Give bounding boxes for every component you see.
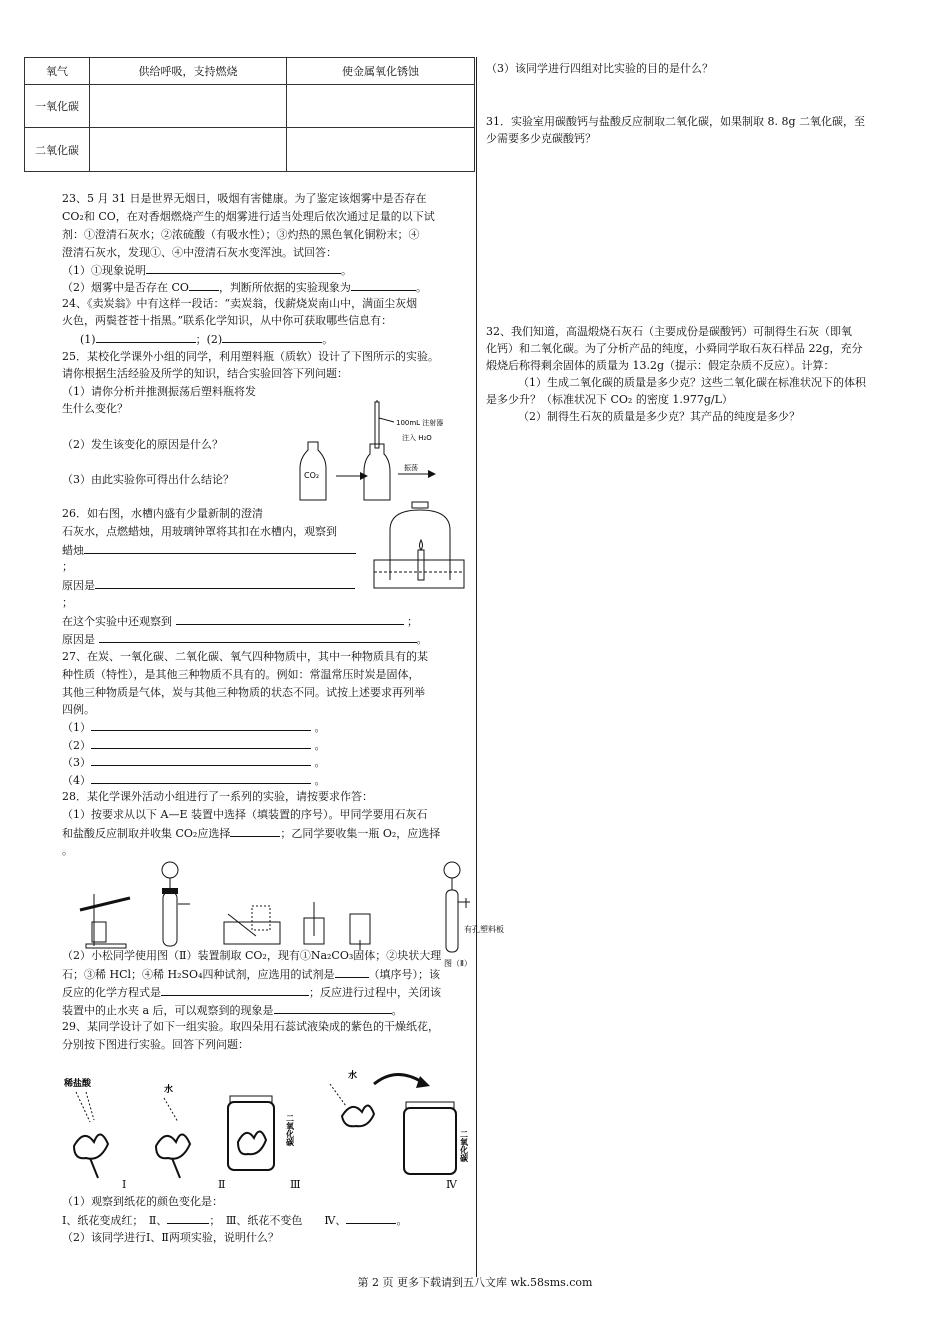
table-row: [25, 128, 475, 172]
table-cell: 二氧化碳: [25, 128, 90, 172]
q25-line: （3）由此实验你可得出什么结论？: [62, 473, 234, 486]
q27-line: 种性质（特性），是其他三种物质不具有的。例如：常温常压时炭是固体，: [62, 668, 420, 681]
q28-text: 和盐酸反应制取并收集 CO₂应选择: [62, 827, 231, 840]
table-cell: 使金属氧化锈蚀: [287, 58, 475, 85]
answer-blank[interactable]: [146, 261, 341, 274]
q32-line: （2）制得生石灰的质量是多少克？其产品的纯度是多少？: [518, 410, 800, 423]
q23-text: （2）烟雾中是否存在 CO: [62, 281, 189, 294]
q28-text: （填序号）；该: [368, 968, 440, 981]
q23-text: 。: [415, 281, 427, 294]
q31-line: 31．实验室用碳酸钙与盐酸反应制取二氧化碳，如果制取 8. 8g 二氧化碳，至: [486, 115, 866, 128]
q29-line: （2）该同学进行Ⅰ、Ⅱ两项实验，说明什么？: [62, 1231, 279, 1244]
q24-line: 火色，两鬓苍苍十指黑。”联系化学知识，从中你可获取哪些信息有：: [62, 314, 393, 327]
bell-jar-figure: [368, 500, 468, 592]
q26-line: [62, 576, 355, 594]
q23-line: [62, 278, 427, 296]
q26-text: 在这个实验中还观察到: [62, 615, 172, 628]
arrow-label: 振荡: [404, 464, 418, 472]
q24-line: 24、《卖炭翁》中有这样一段话：“卖炭翁，伐薪烧炭南山中，满面尘灰烟: [62, 297, 418, 310]
figure-label: 二氧化碳: [459, 1130, 469, 1162]
figure-label-II: Ⅱ: [218, 1178, 226, 1191]
q27-text: 。: [314, 739, 326, 752]
q28-text: 反应的化学方程式是: [62, 986, 161, 999]
q27-item: [62, 736, 326, 754]
q23-text: （1）①现象说明: [62, 264, 146, 277]
q28-line: [62, 965, 440, 983]
q32-line: 32、我们知道，高温煅烧石灰石（主要成份是碳酸钙）可制得生石灰（即氧: [486, 325, 852, 338]
q32-line: 煅烧后称得剩余固体的质量为 13.2g（提示：假定杂质不反应）。计算：: [486, 359, 835, 372]
answer-blank[interactable]: [167, 1211, 209, 1224]
q26-text: 。: [416, 633, 428, 646]
figure-label: 有孔塑料板: [464, 925, 504, 934]
answer-blank[interactable]: [274, 1001, 392, 1014]
q28-text: 装置中的止水夹 a 后，可以观察到的现象是: [62, 1004, 274, 1017]
answer-blank[interactable]: [96, 330, 196, 343]
q29-text: Ⅰ、纸花变成红； Ⅱ、: [62, 1214, 168, 1227]
q24-text: 。: [322, 333, 334, 346]
answer-blank[interactable]: [346, 1211, 396, 1224]
answer-blank[interactable]: [351, 278, 416, 291]
q29-text: 。: [396, 1214, 408, 1227]
q29-text: ； Ⅲ、纸花不变色 Ⅳ、: [209, 1214, 347, 1227]
answer-blank[interactable]: [84, 541, 356, 554]
q25-line: 生什么变化？: [62, 402, 128, 415]
table-cell: [287, 85, 475, 128]
q26-line: [62, 541, 356, 559]
figure-label-I: Ⅰ: [122, 1178, 127, 1191]
q28-line: 。: [62, 844, 73, 857]
paper-flower-figure: [60, 1066, 480, 1190]
q27-text: 。: [314, 774, 326, 787]
syringe-label: 注入 H₂O: [402, 434, 432, 442]
q25-line: 请你根据生活经验及所学的知识，结合实验回答下列问题：: [62, 367, 348, 380]
q28-text: ；反应进行过程中，关闭该: [309, 986, 441, 999]
q28-line: （1）按要求从以下 A—E 装置中选择（填装置的序号）。甲同学要用石灰石: [62, 808, 428, 821]
table-cell: [90, 85, 287, 128]
q27-text: （4）: [62, 774, 91, 787]
figure-label: 二氧化碳: [285, 1114, 295, 1146]
q26-line: [62, 630, 428, 648]
q27-text: （2）: [62, 739, 91, 752]
q24-line: [80, 330, 333, 348]
q26-text: 原因是: [62, 579, 95, 592]
q29-3-line: （3）该同学进行四组对比实验的目的是什么？: [486, 62, 713, 75]
table-cell: [287, 128, 475, 172]
table-cell: 一氧化碳: [25, 85, 90, 128]
answer-blank[interactable]: [176, 612, 404, 625]
q27-line: 四例。: [62, 703, 95, 716]
q25-line: （2）发生该变化的原因是什么？: [62, 438, 223, 451]
page-footer: 第 2 页 更多下载请到五八文库 wk.58sms.com: [357, 1276, 593, 1289]
table-row: [25, 85, 475, 128]
q23-text: 。: [341, 264, 352, 277]
answer-blank[interactable]: [91, 753, 311, 766]
figure-label: 图（Ⅱ）: [444, 959, 472, 968]
q25-line: （1）请你分析并推测振荡后塑料瓶将发: [62, 385, 256, 398]
q27-text: 。: [314, 721, 326, 734]
q25-line: 25．某校化学课外小组的同学，利用塑料瓶（质软）设计了下图所示的实验。: [62, 350, 439, 363]
q27-item: [62, 771, 326, 789]
answer-blank[interactable]: [335, 965, 369, 978]
q23-line: 澄清石灰水，发现①、④中澄清石灰水变浑浊。试回答：: [62, 246, 337, 259]
q26-line: 石灰水，点燃蜡烛，用玻璃钟罩将其扣在水槽内，观察到: [62, 525, 337, 538]
q26-line: ；: [62, 560, 73, 573]
answer-blank[interactable]: [189, 278, 219, 291]
q27-text: （1）: [62, 721, 91, 734]
answer-blank[interactable]: [91, 736, 311, 749]
q27-line: 其他三种物质是气体，炭与其他三种物质的状态不同。试按上述要求再列举: [62, 686, 425, 699]
answer-blank[interactable]: [91, 718, 311, 731]
q27-item: [62, 718, 326, 736]
q26-line: 26．如右图，水槽内盛有少量新制的澄清: [62, 507, 263, 520]
q29-line: 29、某同学设计了如下一组实验。取四朵用石蕊试液染成的紫色的干燥纸花，: [62, 1020, 439, 1033]
gas-properties-table: [24, 57, 475, 172]
q26-line: [62, 612, 418, 630]
q26-text: 原因是: [62, 633, 95, 646]
q26-line: ；: [62, 596, 73, 609]
q23-line: 23、5 月 31 日是世界无烟日，吸烟有害健康。为了鉴定该烟雾中是否存在: [62, 192, 427, 205]
figure-label-IV: Ⅳ: [446, 1178, 457, 1191]
q28-line: 28．某化学课外活动小组进行了一系列的实验，请按要求作答：: [62, 790, 373, 803]
q23-line: [62, 261, 352, 279]
q28-line: [62, 824, 440, 842]
q26-text: 蜡烛: [62, 544, 84, 557]
answer-blank[interactable]: [95, 576, 355, 589]
q32-line: 是多少升？（标准状况下 CO₂ 的密度 1.977g/L）: [486, 393, 733, 406]
figure-label: 水: [164, 1085, 174, 1095]
answer-blank[interactable]: [222, 330, 322, 343]
answer-blank[interactable]: [161, 983, 309, 996]
answer-blank[interactable]: [91, 771, 311, 784]
table-row: [25, 58, 475, 85]
figure-label: 水: [348, 1071, 358, 1081]
figure-label: 稀盐酸: [64, 1079, 92, 1089]
bottle-label: CO₂: [304, 471, 320, 480]
table-cell: [90, 128, 287, 172]
q29-line: [62, 1211, 407, 1229]
q24-text: (1): [80, 333, 96, 346]
q28-line: [62, 983, 441, 1001]
table-cell: 氧气: [25, 58, 90, 85]
q27-text: 。: [314, 756, 326, 769]
q23-line: CO₂和 CO，在对香烟燃烧产生的烟雾进行适当处理后依次通过足量的以下试: [62, 210, 435, 223]
q28-text: ；乙同学要收集一瓶 O₂，应选择: [280, 827, 441, 840]
answer-blank[interactable]: [99, 630, 417, 643]
q31-line: 少需要多少克碳酸钙？: [486, 132, 596, 145]
table-cell: 供给呼吸，支持燃烧: [90, 58, 287, 85]
q23-line: 剂：①澄清石灰水；②浓硫酸（有吸水性）；③灼热的黑色氧化铜粉末；④: [62, 228, 420, 241]
q29-line: 分别按下图进行实验。回答下列问题：: [62, 1038, 249, 1051]
q28-text: 石；③稀 HCl；④稀 H₂SO₄四种试剂，应选用的试剂是: [62, 968, 335, 981]
answer-blank[interactable]: [230, 824, 280, 837]
q27-item: [62, 753, 326, 771]
q28-line: [62, 1001, 403, 1019]
q32-line: （1）生成二氧化碳的质量是多少克？这些二氧化碳在标准状况下的体积: [518, 376, 866, 389]
q24-text: ；(2): [195, 333, 223, 346]
syringe-label: 100mL 注射器: [396, 419, 444, 427]
q23-text: ，判断所依据的实验现象为: [218, 281, 351, 294]
figure-label-III: Ⅲ: [290, 1178, 301, 1191]
q27-line: 27、在炭、一氧化碳、二氧化碳、氧气四种物质中，其中一种物质具有的某: [62, 650, 428, 663]
q26-text: ；: [407, 615, 418, 628]
q28-text: 。: [391, 1004, 403, 1017]
q29-line: （1）观察到纸花的颜色变化是：: [62, 1195, 223, 1208]
q28-line: （2）小松同学使用图（Ⅱ）装置制取 CO₂，现有①Na₂CO₃固体；②块状大理: [62, 949, 442, 962]
q32-line: 化钙）和二氧化碳。为了分析产品的纯度，小舜同学取石灰石样品 22g，充分: [486, 342, 863, 355]
q27-text: （3）: [62, 756, 91, 769]
bottle-experiment-figure: [290, 400, 470, 504]
